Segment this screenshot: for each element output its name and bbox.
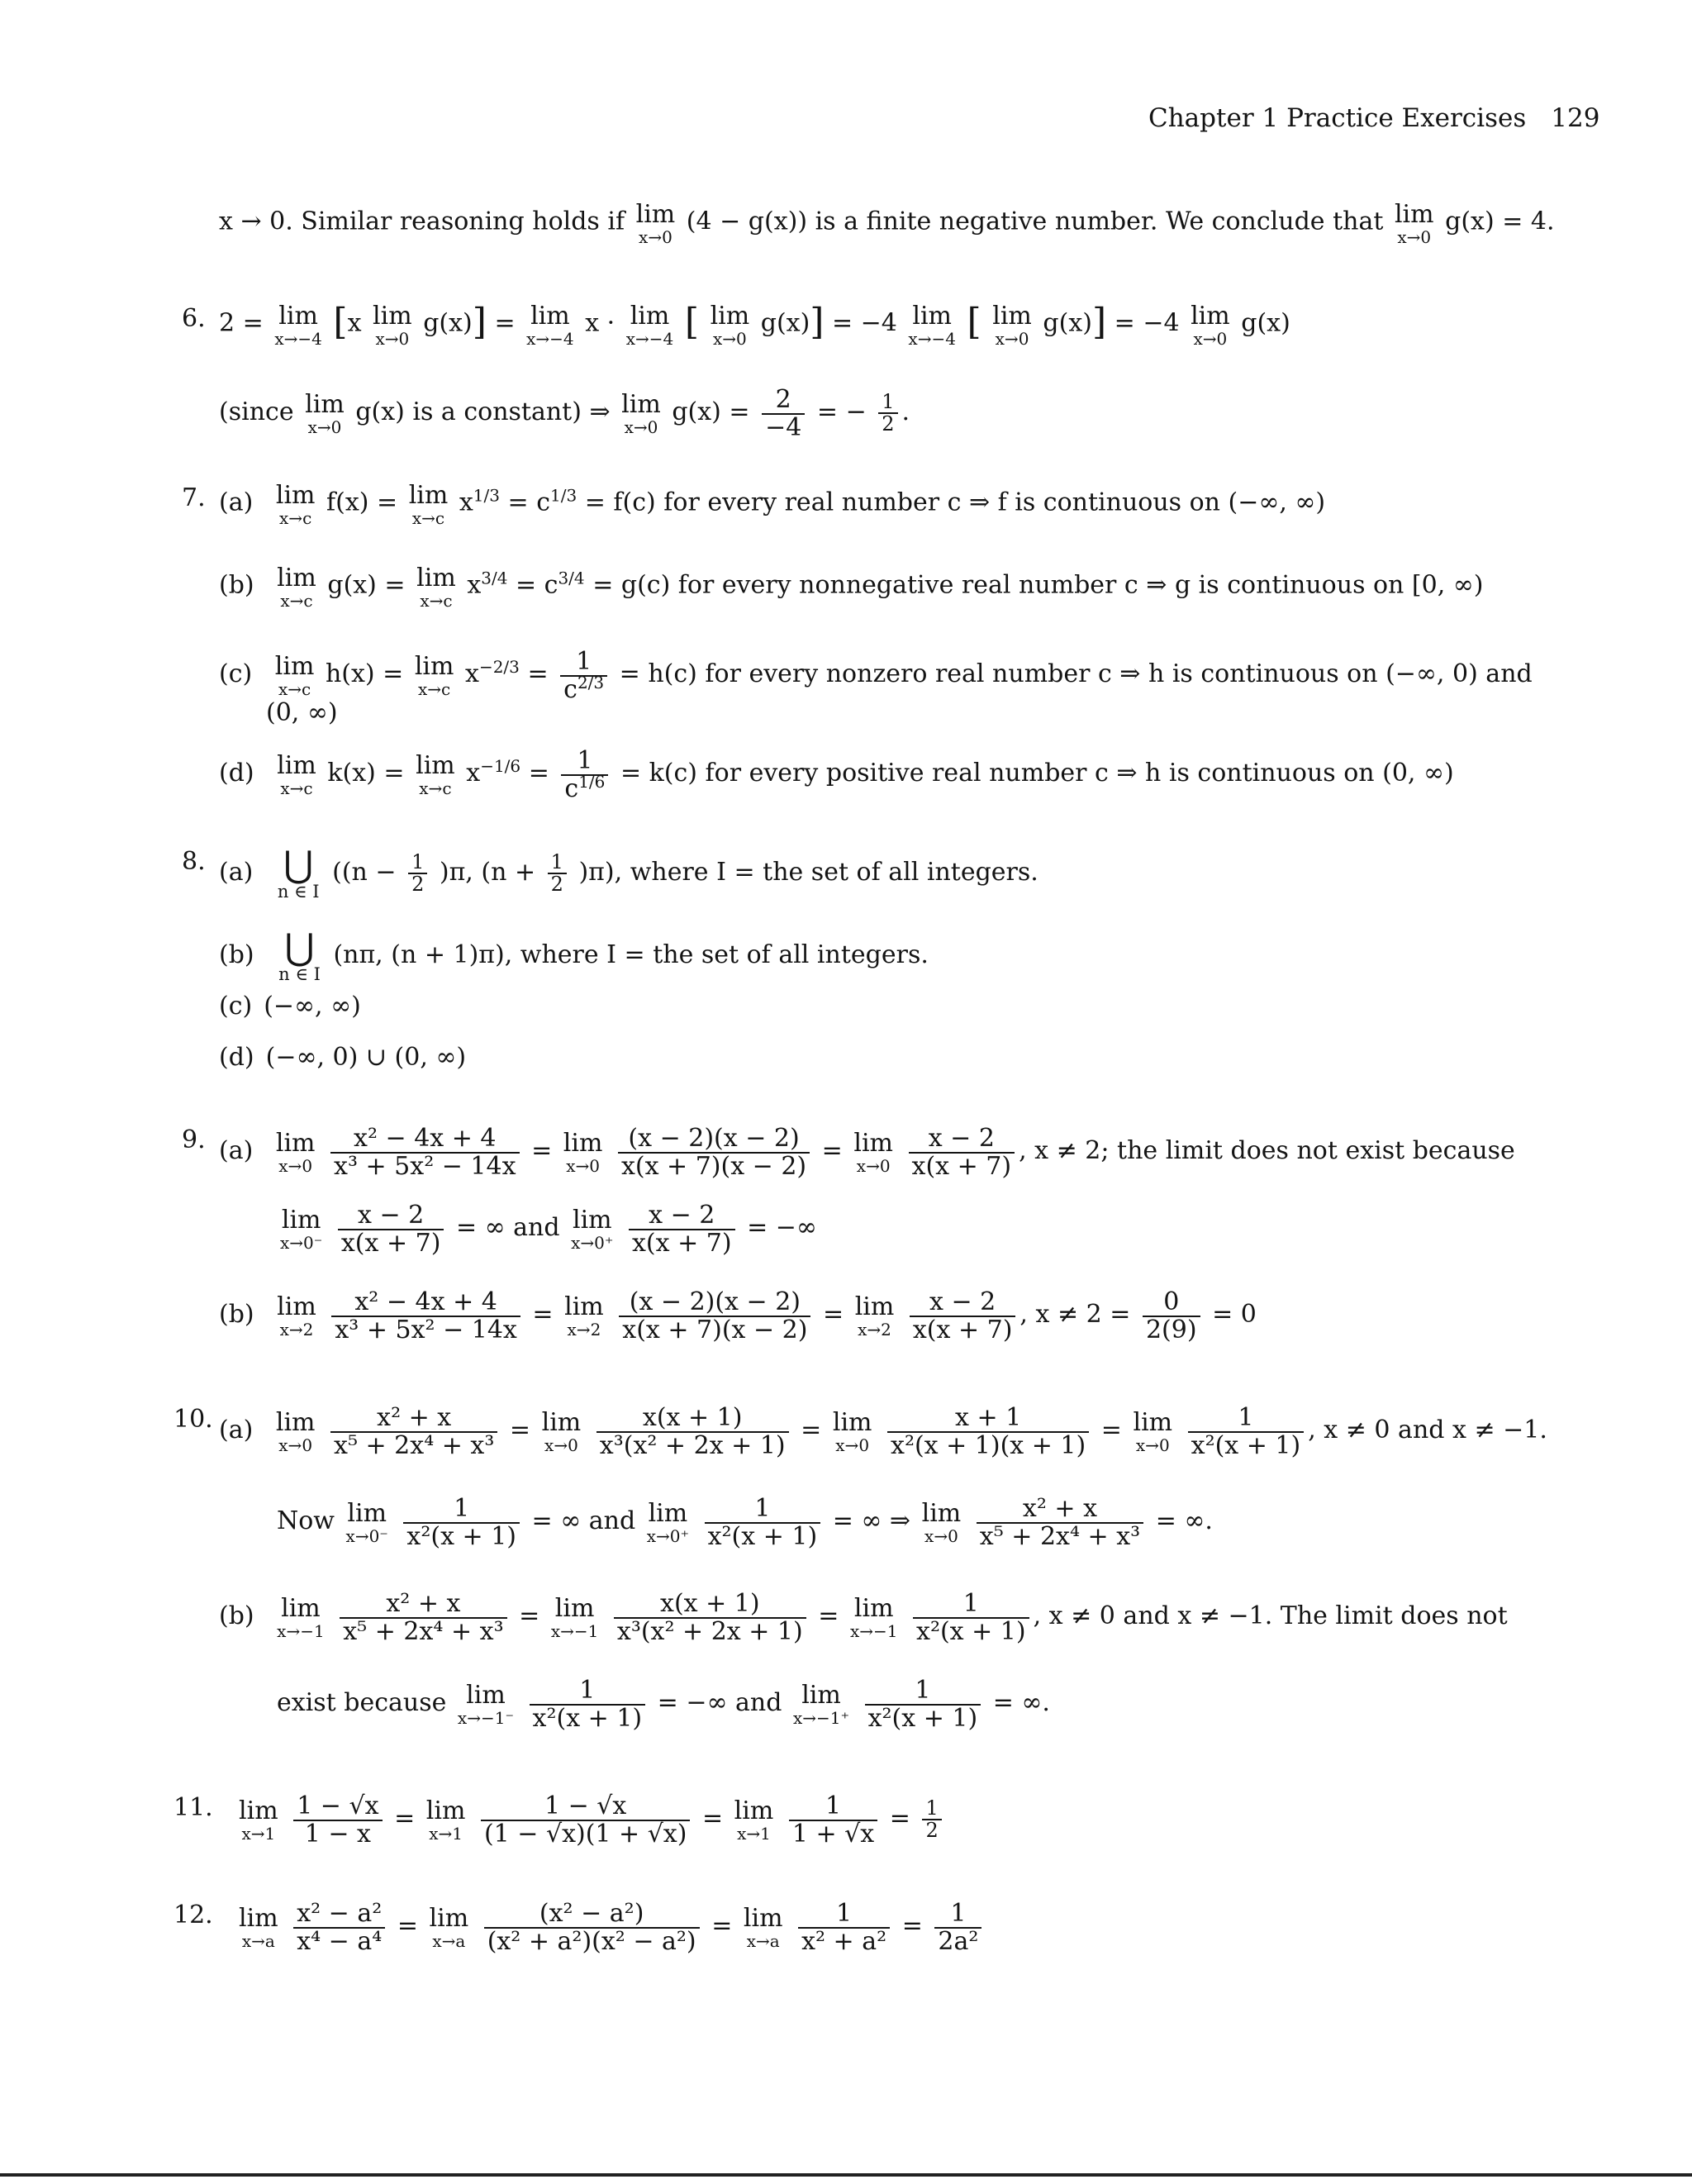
limit: lim x→0 [635, 200, 676, 247]
problem-9a: (a) lim x→0 $\frac{\text{x² − 4x + 4}}{\text{x³ + 5x² − 14x}}$ = lim x→0 $\frac{(x - 2)(x - 2)}{x(x + 7)(x - 2)}$ = lim x→0 $\frac{x - 2}{x(x + 7)}$ , x ≠ 2; the limit does not exist because [219, 1124, 1515, 1181]
problem-7c: (c) lim x→c h(x) = lim x→c $x^{-2/3}$ = $\frac{1}{c^{2/3}}$ = h(c) for every nonzero real number c ⇒ h is continuous on (−∞, 0) and [219, 647, 1533, 704]
chapter-title: Chapter 1 Practice Exercises [1148, 103, 1527, 133]
problem-7d: (d) lim x→c k(x) = lim x→c $x^{-1/6}$ = $\frac{1}{c^{1/6}}$ = k(c) for every positive real number c ⇒ h is continuous on (0, ∞) [219, 746, 1454, 803]
limit: lim x→0 [1394, 200, 1434, 247]
union-symbol: ⋃ n ∈ I [278, 926, 321, 984]
problem-8a: (a) ⋃ n ∈ I ((n − $\frac{1}{2}$ )π, (n + $\frac{1}{2}$ )π), where I = the set of all integers. [219, 844, 1038, 902]
problem-12: lim x→a $\frac{\text{x² − a²}}{\text{x⁴ − a⁴}}$ = lim x→a $\frac{\text{(x² − a²)}}{\text{(x² + a²)(x² − a²)}}$ = lim x→a $\frac{1}{\text{x² + a²}}$ = $\frac{1}{\text{2a²}}$ [235, 1901, 986, 1954]
problem-6-line-1: 2 = lim x→−4 [x lim x→0 g(x)] = lim x→−4 x · lim x→−4 [ lim x→0 g(x)] = −4 lim x→−4 [ lim x→0 g(x)] = −4 lim x→0 g(x) [219, 301, 1290, 349]
problem-number: 7. [182, 483, 206, 512]
union-symbol: ⋃ n ∈ I [277, 844, 320, 902]
problem-10a-continued: Now lim x→0⁻ $\frac{1}{\text{x²(x + 1)}}$ = ∞ and lim x→0⁺ $\frac{1}{\text{x²(x + 1)}}$ = ∞ ⇒ lim x→0 $\frac{\text{x² + x}}{\text{x⁵ + 2x⁴ + x³}}$ = ∞. [277, 1494, 1213, 1551]
problem-11: lim x→1 $\frac{1 - √x}{1 - x}$ = lim x→1 $\frac{1 - √x}{(1 - √x)(1 + √x)}$ = lim x→1 $\frac{1}{1 + √x}$ = $\frac{1}{2}$ [235, 1793, 946, 1847]
problem-number: 9. [182, 1125, 206, 1154]
problem-10b: (b) lim x→−1 $\frac{\text{x² + x}}{\text{x⁵ + 2x⁴ + x³}}$ = lim x→−1 $\frac{x(x + 1)}{\text{x³(x² + 2x + 1)}}$ = lim x→−1 $\frac{1}{\text{x²(x + 1)}}$ , x ≠ 0 and x ≠ −1. The limit does not [219, 1589, 1508, 1646]
problem-6-line-2: (since lim x→0 g(x) is a constant) ⇒ lim x→0 g(x) = $\frac{2}{-4}$ = − $\frac{1}{2}$ . [219, 385, 910, 442]
problem-7b: (b) lim x→c g(x) = lim x→c $x^{3/4} = c^{3/4} = g(c)$ for every nonnegative real number c ⇒ g is continuous on [0, ∞) [219, 564, 1484, 611]
problem-8b: (b) ⋃ n ∈ I (nπ, (n + 1)π), where I = the set of all integers. [219, 926, 929, 984]
continued-text: x → 0. Similar reasoning holds if lim x→0 (4 − g(x)) is a finite negative number. We conclude that lim x→0 g(x) = 4. [219, 200, 1555, 247]
problem-9b: (b) lim x→2 $\frac{\text{x² − 4x + 4}}{\text{x³ + 5x² − 14x}}$ = lim x→2 $\frac{(x - 2)(x - 2)}{x(x + 7)(x - 2)}$ = lim x→2 $\frac{x - 2}{x(x + 7)}$ , x ≠ 2 = $\frac{0}{2(9)}$ = 0 [219, 1287, 1257, 1344]
problem-7c-continued: (0, ∞) [266, 698, 338, 727]
problem-number: 8. [182, 847, 206, 876]
problem-7a: (a) lim x→c f(x) = lim x→c $x^{1/3} = c^{1/3} = f(c)$ for every real number c ⇒ f is continuous on (−∞, ∞) [219, 481, 1326, 528]
page-bottom-rule [0, 2173, 1692, 2177]
page-number: 129 [1551, 103, 1600, 133]
problem-number: 10. [173, 1405, 213, 1434]
problem-8c: (c) (−∞, ∞) [219, 992, 361, 1021]
problem-9a-continued: lim x→0⁻ $\frac{x - 2}{x(x + 7)}$ = ∞ and lim x→0⁺ $\frac{x - 2}{x(x + 7)}$ = −∞ [280, 1201, 817, 1258]
running-header [1148, 103, 1599, 134]
problem-8d: (d) (−∞, 0) ∪ (0, ∞) [219, 1043, 467, 1072]
problem-number: 11. [173, 1793, 213, 1822]
problem-10a: (a) lim x→0 $\frac{\text{x² + x}}{\text{x⁵ + 2x⁴ + x³}}$ = lim x→0 $\frac{x(x + 1)}{\text{x³(x² + 2x + 1)}}$ = lim x→0 $\frac{x + 1}{\text{x²(x + 1)(x + 1)}}$ = lim x→0 $\frac{1}{\text{x²(x + 1)}}$ , x ≠ 0 and x ≠ −1. [219, 1403, 1547, 1460]
problem-10b-continued: exist because lim x→−1⁻ $\frac{1}{\text{x²(x + 1)}}$ = −∞ and lim x→−1⁺ $\frac{1}{\text{x²(x + 1)}}$ = ∞. [277, 1676, 1050, 1733]
problem-number: 12. [173, 1901, 213, 1929]
problem-number: 6. [182, 304, 206, 333]
